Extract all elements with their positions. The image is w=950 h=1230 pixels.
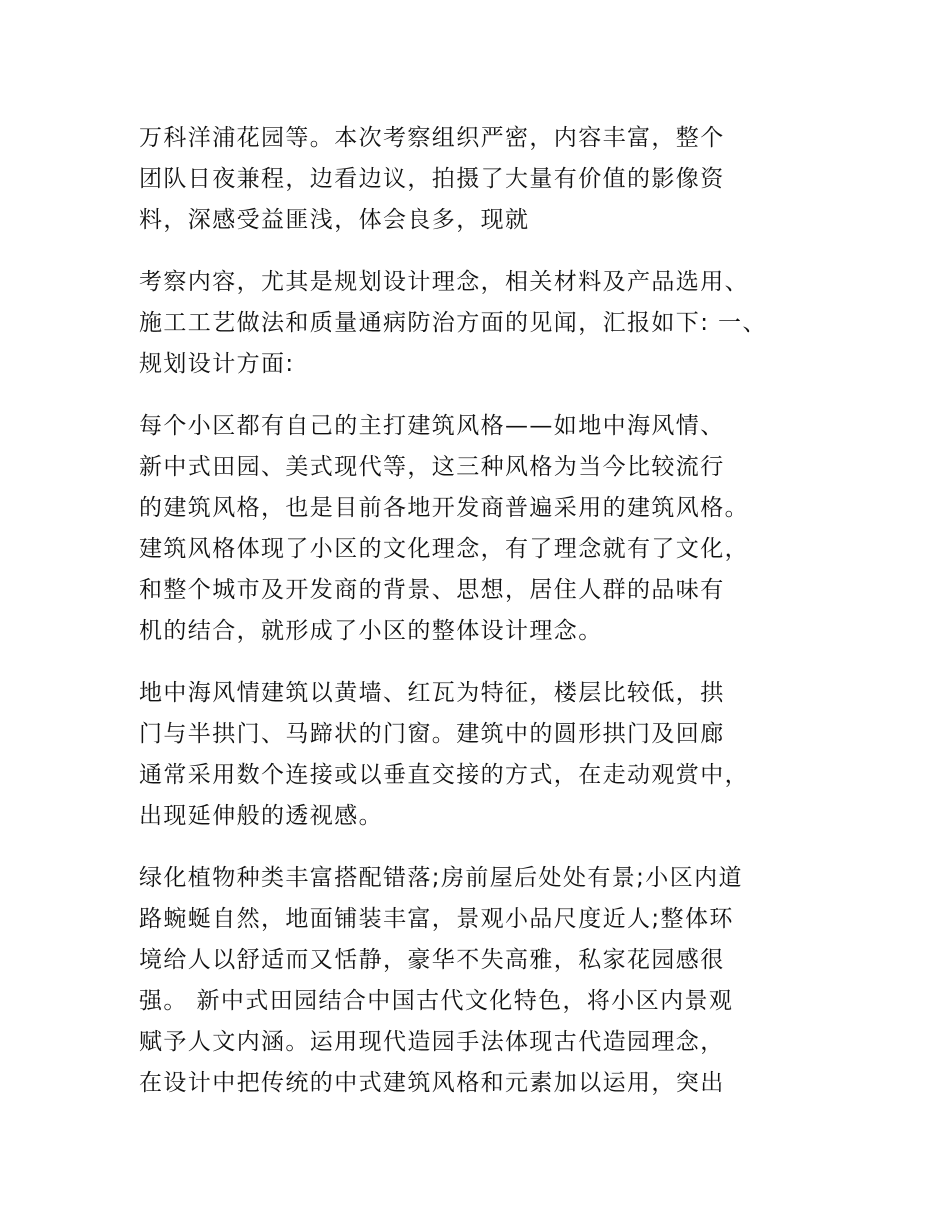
- paragraph-3: [139, 406, 839, 652]
- text-line: 团队日夜兼程，边看边议，拍摄了大量有价值的影像资: [139, 166, 725, 192]
- text-line: 万科洋浦花园等。本次考察组织严密，内容丰富，整个: [139, 125, 725, 151]
- text-line: 新中式田园、美式现代等，这三种风格为当今比较流行: [139, 454, 725, 480]
- text-line: 规划设计方面:: [139, 351, 295, 377]
- text-line: 考察内容，尤其是规划设计理念，相关材料及产品选用、: [139, 269, 749, 295]
- paragraph-2: [139, 262, 839, 385]
- text-line: 绿化植物种类丰富搭配错落;房前屋后处处有景;小区内道: [139, 865, 743, 891]
- text-line: 在设计中把传统的中式建筑风格和元素加以运用，突出: [139, 1070, 725, 1096]
- text-line: 和整个城市及开发商的背景、思想，居住人群的品味有: [139, 577, 725, 603]
- paragraph-5: [139, 858, 839, 1104]
- text-line: 强。 新中式田园结合中国古代文化特色，将小区内景观: [139, 988, 734, 1014]
- text-line: 每个小区都有自己的主打建筑风格——如地中海风情、: [139, 413, 725, 439]
- text-line: 建筑风格体现了小区的文化理念，有了理念就有了文化，: [139, 536, 749, 562]
- paragraph-4: [139, 673, 839, 837]
- text-line: 机的结合，就形成了小区的整体设计理念。: [139, 618, 603, 644]
- paragraph-1: [139, 118, 839, 241]
- text-line: 赋予人文内涵。运用现代造园手法体现古代造园理念，: [139, 1029, 725, 1055]
- text-line: 的建筑风格，也是目前各地开发商普遍采用的建筑风格。: [139, 495, 749, 521]
- text-line: 门与半拱门、马蹄状的门窗。建筑中的圆形拱门及回廊: [139, 721, 725, 747]
- document-body: [139, 118, 839, 1125]
- text-line: 路蜿蜒自然，地面铺装丰富，景观小品尺度近人;整体环: [139, 906, 734, 932]
- text-line: 地中海风情建筑以黄墙、红瓦为特征，楼层比较低，拱: [139, 680, 725, 706]
- text-line: 通常采用数个连接或以垂直交接的方式，在走动观赏中，: [139, 762, 749, 788]
- text-line: 施工工艺做法和质量通病防治方面的见闻，汇报如下: 一、: [139, 310, 767, 336]
- text-line: 出现延伸般的透视感。: [139, 803, 383, 829]
- text-line: 境给人以舒适而又恬静，豪华不失高雅，私家花园感很: [139, 947, 725, 973]
- text-line: 料，深感受益匪浅，体会良多，现就: [139, 207, 530, 233]
